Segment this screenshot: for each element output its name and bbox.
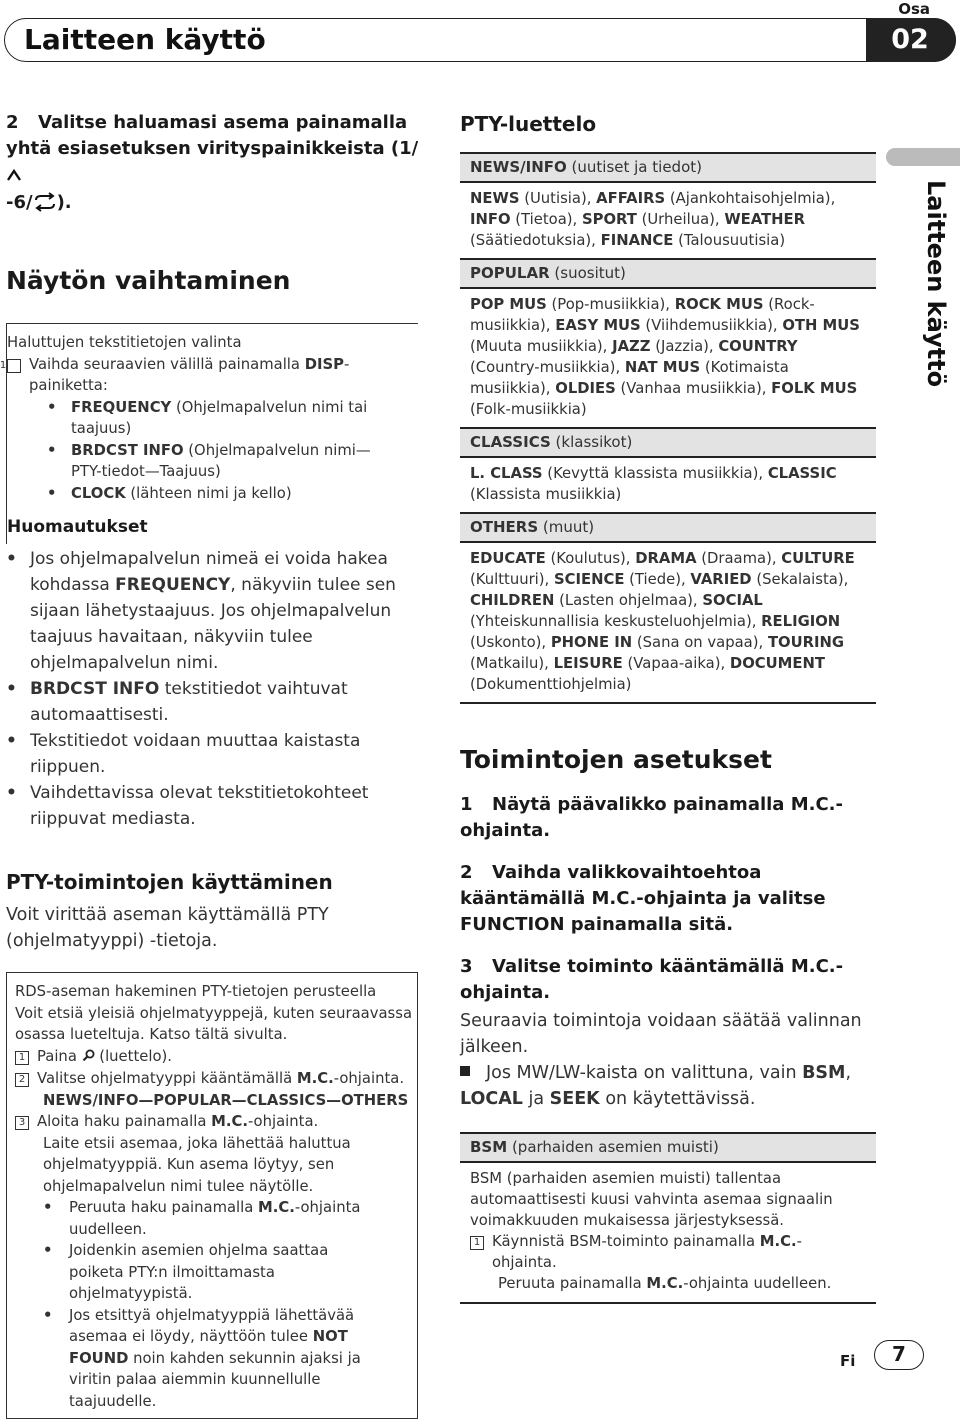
display-box-title: Haluttujen tekstitietojen valinta: [7, 334, 242, 351]
page-number: 7: [874, 1340, 924, 1370]
pty-code: INFO: [470, 211, 511, 228]
rds-cycle: NEWS/INFO—POPULAR—CLASSICS—OTHERS: [43, 1091, 409, 1109]
pty-description: (Jazzia),: [650, 338, 719, 355]
up-arrow-icon: [6, 164, 22, 190]
notes-heading: Huomautukset: [7, 517, 148, 537]
note-item: • Tekstitiedot voidaan muuttaa kaistasta riippuen.: [6, 728, 418, 780]
pty-description: (Dokumenttiohjelmia): [470, 676, 632, 693]
pty-code: OLDIES: [555, 380, 616, 397]
search-icon: [82, 1047, 95, 1069]
rds-bullets: [15, 1197, 417, 1418]
list-item: • Joidenkin asemien ohjelma saattaa poiketa PTY:n ilmoittamasta ohjelmatyypistä.: [43, 1240, 387, 1305]
pty-code: SCIENCE: [553, 571, 625, 588]
rds-step-3-desc: Laite etsii asemaa, joka lähettää haluttua ohjelmatyyppiä. Kun asema löytyy, sen ohjelmapalvelun nimi tulee näytölle.: [43, 1134, 351, 1195]
pty-code: JAZZ: [612, 338, 651, 355]
pty-description: (Urheilua),: [636, 211, 725, 228]
pty-description: (Draama),: [696, 550, 782, 567]
pty-code: WEATHER: [724, 211, 806, 228]
func-step-3: 3 Valitse toiminto kääntämällä M.C.-ohjainta.: [460, 956, 844, 1003]
pty-description: (Pop-musiikkia),: [546, 296, 675, 313]
pty-description: (Viihdemusiikkia),: [640, 317, 783, 334]
pty-code: FINANCE: [600, 232, 674, 249]
pty-description: (Ajankohtaisohjelmia),: [665, 190, 836, 207]
pty-code: NAT MUS: [624, 359, 701, 376]
functions-heading: Toimintojen asetukset: [460, 745, 772, 774]
step-2: 2 Valitse haluamasi asema painamalla yhtä esiasetuksen virityspainikkeista (1/ -6/ ).: [6, 110, 430, 219]
pty-description: (Klassista musiikkia): [470, 486, 622, 503]
rds-step-1: 1 Paina (luettelo).: [15, 1046, 417, 1069]
pty-description: (Kotimaista musiikkia),: [470, 359, 789, 397]
func-step-2: 2 Vaihda valikkovaihtoehtoa kääntämällä M.C.-ohjainta ja valitse FUNCTION painamalla sitä.: [460, 862, 826, 935]
pty-code: POP MUS: [470, 296, 547, 313]
pty-code: ROCK MUS: [674, 296, 764, 313]
bsm-step-1: 1 Käynnistä BSM-toiminto painamalla M.C.-ohjainta.: [470, 1231, 866, 1273]
pty-description: (Sana on vapaa),: [632, 634, 768, 651]
pty-heading: PTY-toimintojen käyttäminen: [6, 870, 333, 894]
pty-description: (Talousuutisia): [673, 232, 786, 249]
pty-intro: Voit virittää aseman käyttämällä PTY (ohjelmatyyppi) -tietoja.: [6, 905, 329, 951]
pty-code: SOCIAL: [702, 592, 763, 609]
pty-description: (Tiede),: [624, 571, 691, 588]
category-items: [460, 458, 876, 512]
category-items: [460, 289, 876, 427]
pty-description: (Vanhaa musiikkia),: [615, 380, 772, 397]
pty-code: AFFAIRS: [596, 190, 666, 207]
display-step-1: 1 Vaihda seuraavien välillä painamalla DISP-painiketta:: [0, 355, 350, 394]
pty-description: (Uskonto),: [470, 634, 551, 651]
pty-description: (Kevyttä klassista musiikkia),: [542, 465, 768, 482]
pty-description: (Muuta musiikkia),: [470, 338, 613, 355]
category-news-info: NEWS/INFO (uutiset ja tiedot) NEWS (Uutisia), AFFAIRS (Ajankohtaisohjelmia), INFO (Tietoa), SPORT (Urheilua), WEATHER (Säätiedotuksia), FINANCE (Talousuutisia): [460, 154, 876, 258]
pty-code: CHILDREN: [470, 592, 555, 609]
func-step-1: 1 Näytä päävalikko painamalla M.C.-ohjainta.: [460, 794, 843, 841]
pty-code: TOURING: [767, 634, 845, 651]
pty-description: (Uutisia),: [519, 190, 597, 207]
pty-description: (Tietoa),: [510, 211, 582, 228]
pty-code: COUNTRY: [718, 338, 798, 355]
page-title: Laitteen käyttö: [24, 23, 266, 56]
category-classics: CLASSICS (klassikot) L. CLASS (Kevyttä klassista musiikkia), CLASSIC (Klassista musiikkia): [460, 427, 876, 512]
category-popular: POPULAR (suositut) POP MUS (Pop-musiikkia), ROCK MUS (Rock-musiikkia), EASY MUS (Viihdemusiikkia), OTH MUS (Muuta musiikkia), JAZZ (Jazzia), COUNTRY (Country-musiikkia), NAT MUS (Kotimaista musiikkia), OLDIES (Vanhaa musiikkia), FOLK MUS (Folk-musiikkia): [460, 258, 876, 427]
left-column: [0, 110, 430, 1419]
pty-description: (Koulutus),: [545, 550, 636, 567]
pty-description: (Sekalaista),: [751, 571, 849, 588]
pty-description: (Yhteiskunnallisia keskusteluohjelmia),: [470, 613, 762, 630]
func-note: Jos MW/LW-kaista on valittuna, vain BSM, LOCAL ja SEEK on käytettävissä.: [460, 1063, 852, 1109]
pty-description: (Lasten ohjelmaa),: [554, 592, 703, 609]
section-number: 02: [891, 24, 929, 55]
pty-description: (Vapaa-aika),: [622, 655, 730, 672]
list-item: • FREQUENCY (Ohjelmapalvelun nimi tai taajuus): [47, 397, 398, 440]
pty-code: LEISURE: [553, 655, 623, 672]
right-column: [460, 110, 876, 1304]
rds-box: [6, 972, 418, 1419]
list-item: • CLOCK (lähteen nimi ja kello): [47, 483, 398, 505]
pty-description: (Rock-musiikkia),: [470, 296, 815, 334]
pty-code: DOCUMENT: [729, 655, 825, 672]
pty-code: CULTURE: [781, 550, 855, 567]
note-item: • Vaihdettavissa olevat tekstitietokohteet riippuvat mediasta.: [6, 780, 418, 832]
display-box: [0, 323, 418, 544]
category-items: [460, 183, 876, 258]
display-list: [7, 397, 418, 505]
pty-code: EDUCATE: [470, 550, 546, 567]
pty-code: VARIED: [690, 571, 752, 588]
pty-code: L. CLASS: [470, 465, 543, 482]
pty-code: PHONE IN: [550, 634, 633, 651]
repeat-icon: [33, 193, 57, 219]
pty-code: FOLK MUS: [771, 380, 858, 397]
bsm-section: BSM (parhaiden asemien muisti) BSM (parhaiden asemien muisti) tallentaa automaattisesti kuusi vahvinta asemaa signaalin voimakkuuden mukaisessa järjestyksessä. 1 Käynnistä BSM-toiminto painamalla M.C.-ohjainta. Peruuta painamalla M.C.-ohjainta uudelleen.: [460, 1132, 876, 1304]
side-tab-title: Laitteen käyttö: [922, 180, 950, 388]
side-tab-marker: [886, 148, 960, 166]
list-item: • Peruuta haku painamalla M.C.-ohjainta uudelleen.: [43, 1197, 387, 1240]
pty-code: EASY MUS: [555, 317, 641, 334]
note-item: • Jos ohjelmapalvelun nimeä ei voida hakea kohdassa FREQUENCY, näkyviin tulee sen sijaan lähetystaajuus. Jos ohjelmapalvelun taajuus havaitaan, näkyviin tulee ohjelmapalvelun nimi.: [6, 546, 418, 676]
pty-code: OTH MUS: [782, 317, 860, 334]
func-desc: Seuraavia toimintoja voidaan säätää valinnan jälkeen.: [460, 1011, 862, 1057]
pty-description: (Matkailu),: [470, 655, 554, 672]
pty-list-heading: PTY-luettelo: [460, 112, 597, 136]
section-label: Osa: [898, 0, 930, 18]
pty-code: NEWS: [470, 190, 520, 207]
rds-step-2: 2 Valitse ohjelmatyyppi kääntämällä M.C.-ohjainta.: [15, 1068, 417, 1090]
pty-code: RELIGION: [761, 613, 841, 630]
note-item: • BRDCST INFO tekstitiedot vaihtuvat automaattisesti.: [6, 676, 418, 728]
rds-title: RDS-aseman hakeminen PTY-tietojen perusteella: [15, 983, 377, 1000]
pty-code: CLASSIC: [767, 465, 837, 482]
pty-description: (Säätiedotuksia),: [470, 232, 601, 249]
category-others: OTHERS (muut) EDUCATE (Koulutus), DRAMA (Draama), CULTURE (Kulttuuri), SCIENCE (Tiede), VARIED (Sekalaista), CHILDREN (Lasten ohjelmaa), SOCIAL (Yhteiskunnallisia keskusteluohjelmia), RELIGION (Uskonto), PHONE IN (Sana on vapaa), TOURING (Matkailu), LEISURE (Vapaa-aika), DOCUMENT (Dokumenttiohjelmia): [460, 512, 876, 704]
pty-table: [460, 152, 876, 704]
display-heading: Näytön vaihtaminen: [6, 266, 291, 295]
list-item: • BRDCST INFO (Ohjelmapalvelun nimi—PTY-tiedot—Taajuus): [47, 440, 398, 483]
list-item: • Jos etsittyä ohjelmatyyppiä lähettävää asemaa ei löydy, näyttöön tulee NOT FOUND noin kahden sekunnin ajaksi ja viritin palaa aiemmin kuunnellulle taajuudelle.: [43, 1305, 387, 1413]
pty-description: (Country-musiikkia),: [470, 359, 625, 376]
pty-code: SPORT: [581, 211, 637, 228]
pty-description: (Folk-musiikkia): [470, 401, 587, 418]
bsm-step-1-cancel: Peruuta painamalla M.C.-ohjainta uudelleen.: [498, 1275, 832, 1292]
pty-description: (Kulttuuri),: [470, 571, 554, 588]
square-bullet-icon: [460, 1066, 470, 1076]
notes-list: [6, 546, 418, 832]
rds-step-3: 3 Aloita haku painamalla M.C.-ohjainta.: [15, 1111, 417, 1133]
bsm-desc: BSM (parhaiden asemien muisti) tallentaa automaattisesti kuusi vahvinta asemaa signaalin voimakkuuden mukaisessa järjestyksessä.: [470, 1170, 833, 1229]
category-items: [460, 543, 876, 704]
language-code: Fi: [840, 1352, 856, 1370]
rds-intro: Voit etsiä yleisiä ohjelmatyyppejä, kuten seuraavassa osassa lueteltuja. Katso tältä sivulta.: [15, 1004, 413, 1043]
pty-code: DRAMA: [635, 550, 697, 567]
